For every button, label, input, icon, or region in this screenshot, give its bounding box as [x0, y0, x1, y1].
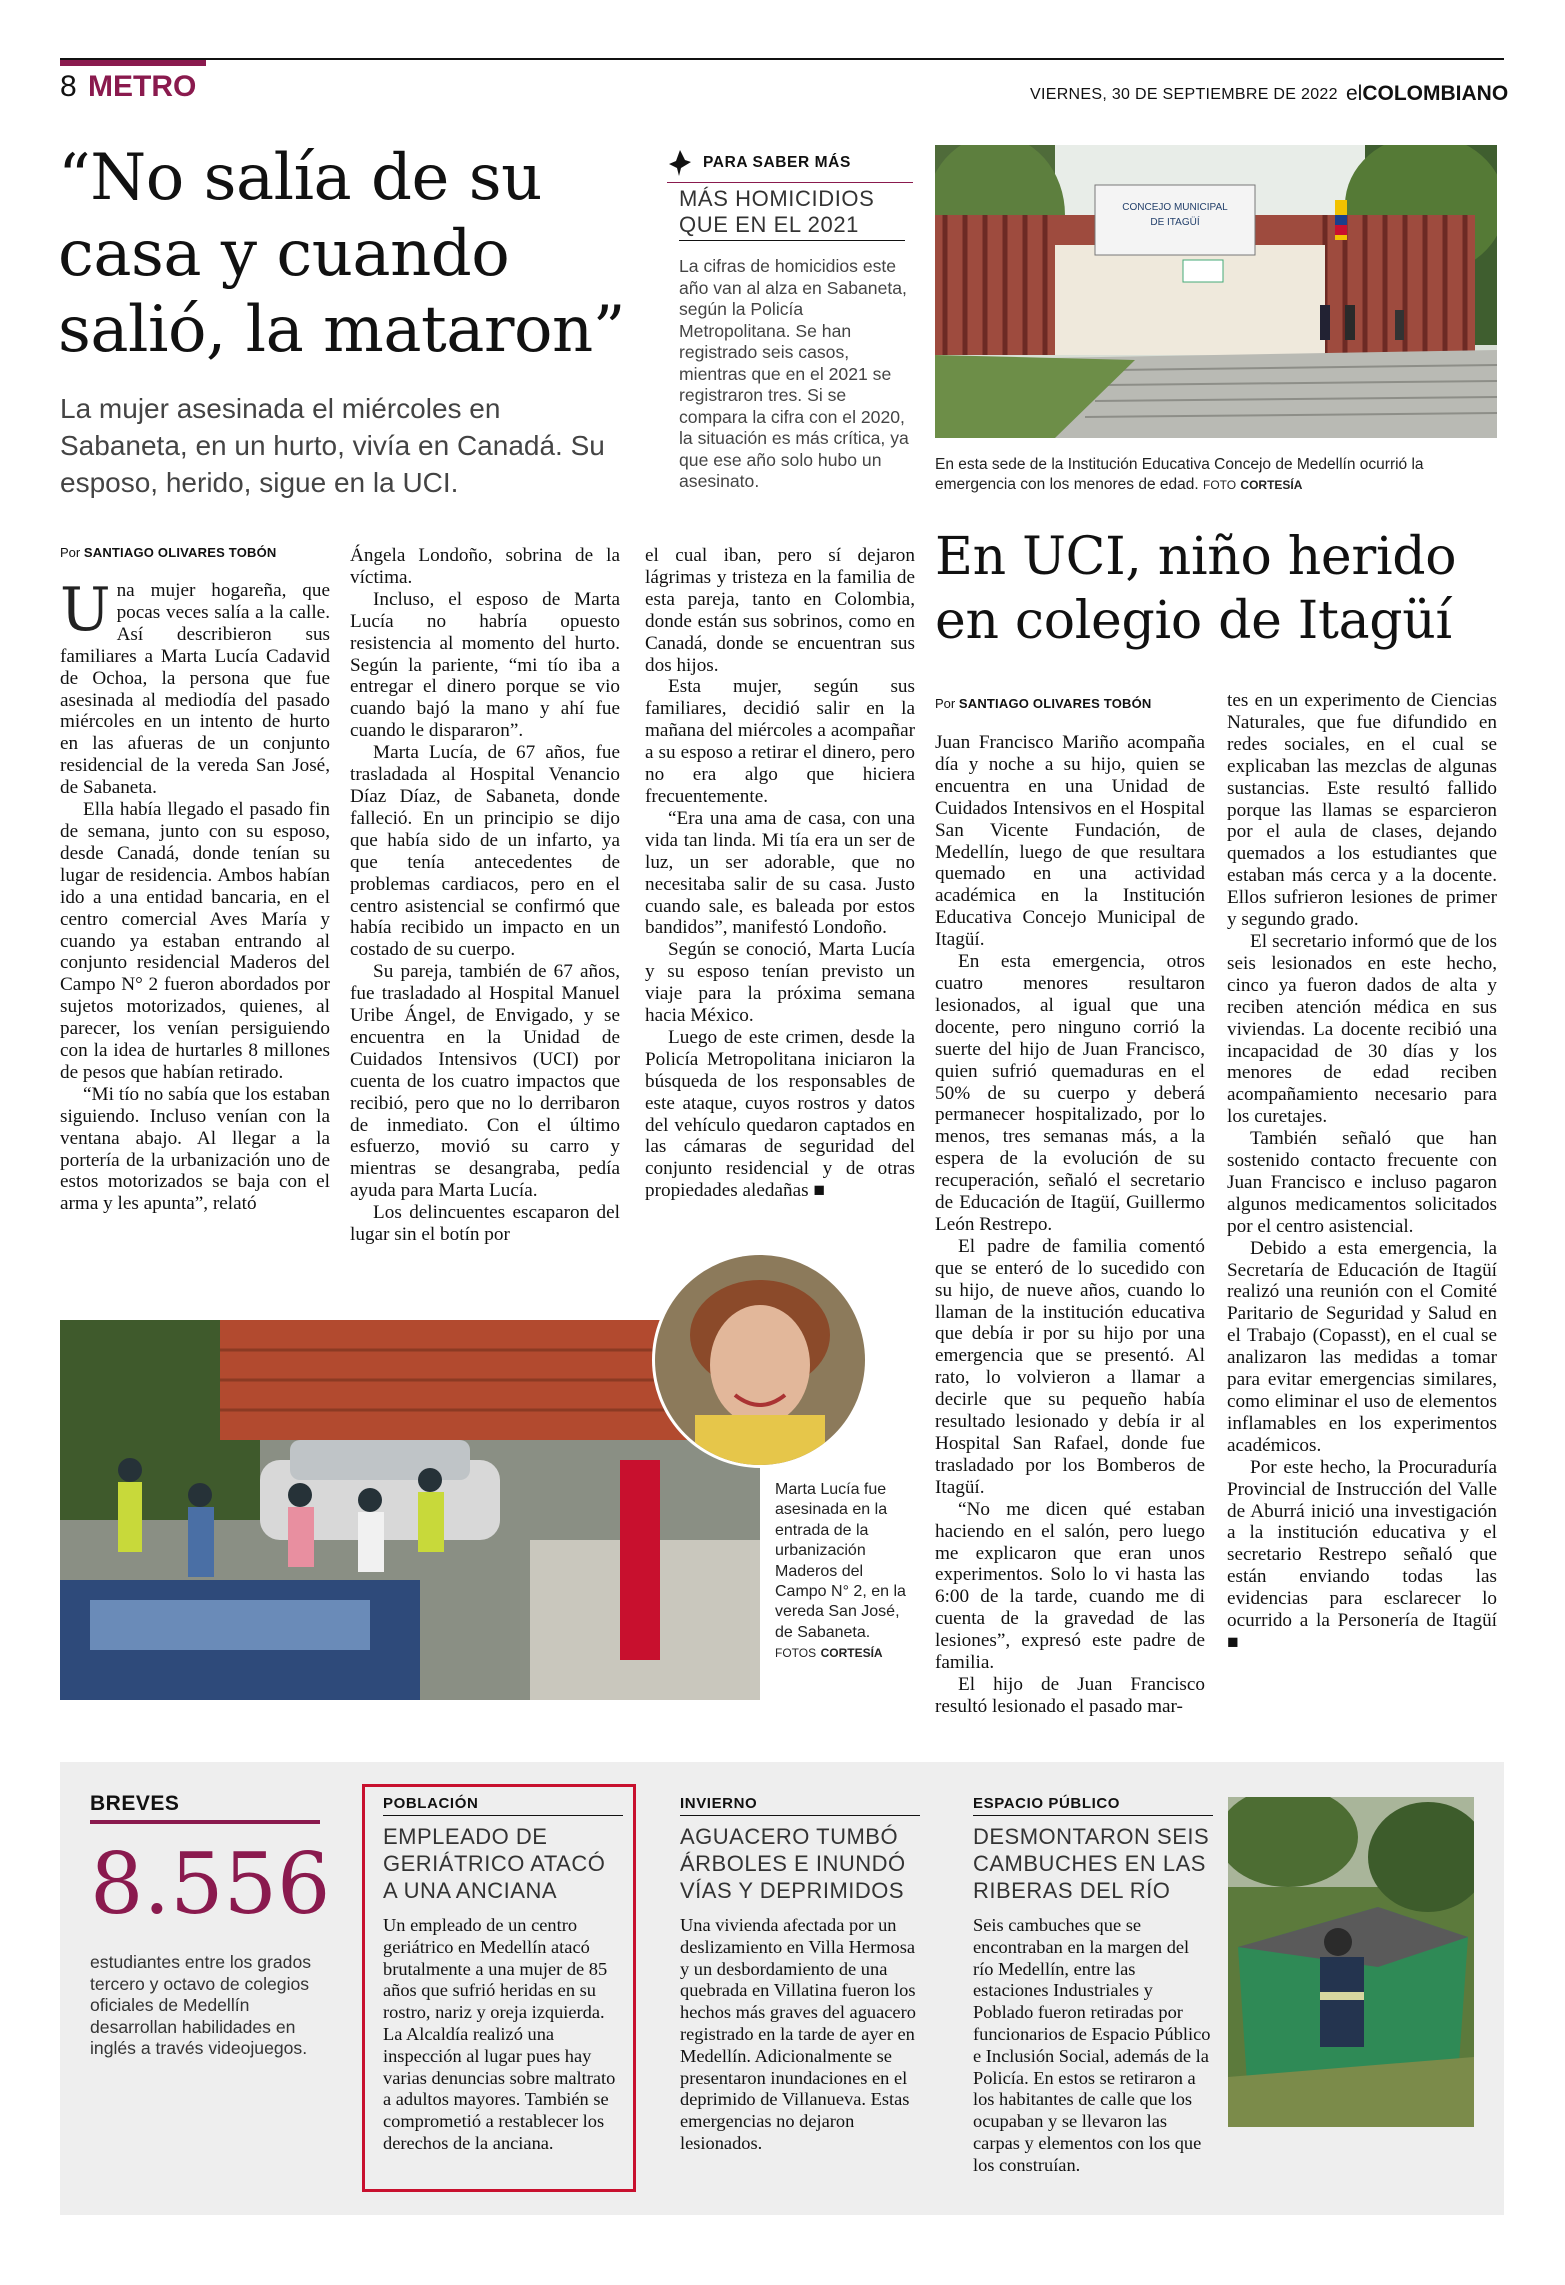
story1-column-3 [645, 545, 915, 1202]
cambuches-photo [1228, 1797, 1474, 2127]
briefs-stat-number: 8.556 [90, 1835, 331, 1933]
briefs-label: BREVES [90, 1792, 180, 1815]
sidebar-title: MÁS HOMICIDIOS QUE EN EL 2021 [679, 186, 875, 237]
cambuches-image [1228, 1797, 1474, 2127]
brief-espacio-publico [973, 1787, 1233, 2187]
school-sign-line1: CONCEJO MUNICIPAL [1122, 202, 1228, 213]
story2-column-1 [935, 732, 1205, 1718]
byline-name: SANTIAGO OLIVARES TOBÓN [83, 545, 277, 560]
briefs-section [60, 1762, 1504, 2215]
story2-col2-paragraph-4: Debido a esta emergencia, la Secretaría de Educación de Itagüí realizó una reunión con el Comité Paritario de Seguridad y Salud en el Trabajo (Copasst), en el cual se analizaron las medidas a tomar para evitar emergencias similares, como eliminar el uso de elementos inflamables en los experimentos académicos. [1227, 1237, 1497, 1456]
section-name: METRO [88, 70, 197, 103]
victim-portrait-image [655, 1255, 865, 1465]
brief-kicker-rule [383, 1815, 623, 1816]
school-photo-image [935, 145, 1497, 438]
brand-name: COLOMBIANO [1362, 82, 1509, 105]
story1-col1-paragraph-3: “Mi tío no sabía que los estaban siguiendo. Incluso venían con la ventana abajo. Al llegar a la portería de la urbanización uno de estos motorizados se baja con el arma y les apunta”, relató [60, 1083, 330, 1215]
brief-title: EMPLEADO DE GERIÁTRICO ATACÓ A UNA ANCIANA [383, 1824, 606, 1903]
story1-col3-paragraph-3: “Era una ama de casa, con una vida tan linda. Mi tía era un ser de luz, un ser adorable, que no necesitaba salir de su casa. Justo cuando sale, es baleada por estos bandidos”, manifestó Londoño. [645, 807, 915, 939]
crime-scene-photo [60, 1320, 760, 1700]
brief-poblacion [362, 1784, 636, 2192]
brand-logo [1346, 82, 1508, 106]
story1-column-2 [350, 545, 620, 1246]
crime-scene-image [60, 1320, 760, 1700]
story2-col2-paragraph-1: tes en un experimento de Ciencias Naturales, que fue difundido en redes sociales, en el cual se explicaban las mezclas de algunas sustancias. Este resultó fallido porque las llamas se esparcieron por el aula de clases, dejando quemados a los estudiantes que estaban más cerca y a la docente. Ellos sufrieron lesiones de primer y segundo grado. [1227, 690, 1497, 931]
briefs-label-rule [90, 1820, 320, 1824]
story1-dropcap: U [60, 575, 111, 645]
school-sign-line2: DE ITAGÜÍ [1150, 217, 1200, 228]
story2-end-mark: ■ [1227, 1631, 1239, 1653]
brand-prefix: el [1346, 82, 1363, 105]
issue-date: VIERNES, 30 DE SEPTIEMBRE DE 2022 [1030, 86, 1338, 103]
story1-byline [60, 545, 277, 560]
crime-photo-caption [775, 1480, 913, 1664]
story2-col2-paragraph-5: Por este hecho, la Procuraduría Provincial de Instrucción del Valle de Aburrá inició una investigación a la institución educativa y el secretario Restrepo señaló que están enviando todas las evidencias para esclarecer lo ocurrido a la Personería de Itagüí ■ [1227, 1456, 1497, 1653]
brief-kicker: INVIERNO [680, 1795, 758, 1812]
brief-text: Un empleado de un centro geriátrico en Medellín atacó brutalmente a una mujer de 85 años que sufrió heridas en su rostro, nariz y oreja izquierda. La Alcaldía realizó una inspección al lugar pues hay varias denuncias sobre maltrato a adultos mayores. También se comprometió a restablecer los derechos de la anciana. [383, 1915, 616, 2153]
story2-headline: En UCI, niño herido en colegio de Itagüí [935, 527, 1457, 651]
crime-credit: CORTESÍA [820, 1646, 883, 1661]
page-number: 8 [60, 70, 77, 103]
story1-col3-paragraph-5: Luego de este crimen, desde la Policía Metropolitana iniciaron la búsqueda de los responsables de este ataque, cuyos rostros y datos del vehículo quedaron captados en las cámaras de seguridad del conjunto residencial y de otras propiedades aledañas ■ [645, 1026, 915, 1202]
school-photo [935, 145, 1497, 438]
header-rule [60, 58, 1504, 60]
byline-prefix: Por [60, 545, 81, 560]
story1-col3-paragraph-4: Según se conoció, Marta Lucía y su esposo tenían previsto un viaje para la próxima semana hacia México. [645, 939, 915, 1027]
story1-headline: “No salía de su casa y cuando salió, la mataron” [58, 141, 625, 367]
story1-col2-paragraph-5: Los delincuentes escaparon del lugar sin el botín por [350, 1202, 620, 1246]
sidebar-kicker: PARA SABER MÁS [703, 154, 851, 171]
pin-icon [667, 148, 693, 178]
story1-col2-paragraph-1: Ángela Londoño, sobrina de la víctima. [350, 545, 620, 588]
school-credit-label: FOTO [1202, 478, 1237, 492]
sidebar-box [665, 148, 915, 498]
story1-col1-paragraph-1: Una mujer hogareña, que pocas veces salía a la calle. Así describieron sus familiares a Marta Lucía Cadavid de Ochoa, la persona que fue asesinada al mediodía del pasado miércoles en un intento de hurto en las afueras de un conjunto residencial de la vereda San José, de Sabaneta. [60, 575, 330, 799]
brief-invierno [680, 1787, 940, 2187]
story1-col1-paragraph-2: Ella había llegado el pasado fin de semana, junto con su esposo, desde Canadá, donde tenían su lugar de residencia. Ambos habían ido a una entidad bancaria, en el centro comercial Aves María y cuando ya estaban entrando al conjunto residencial Maderos del Campo N° 2 fueron abordados por sujetos motorizados, quienes, al parecer, los venían persiguiendo con la idea de hurtarles 8 millones de pesos que habían retirado. [60, 799, 330, 1083]
victim-portrait [655, 1255, 865, 1465]
story1-col2-paragraph-3: Marta Lucía, de 67 años, fue trasladada al Hospital Venancio Díaz Díaz, de Sabaneta, donde falleció. En un principio se dijo que había sido de un infarto, ya que tenía antecedentes de problemas cardiacos, pero en el centro asistencial se confirmó que había recibido un impacto en un costado de su cuerpo. [350, 742, 620, 961]
story1-col2-paragraph-4: Su pareja, también de 67 años, fue trasladado al Hospital Manuel Uribe Ángel, de Envigado, y se encuentra en la Unidad de Cuidados Intensivos (UCI) por cuenta de los cuatro impactos que recibió, pero que no lo derribaron de inmediato. Con el último esfuerzo, movió su carro y mientras se desangraba, pedía ayuda para Marta Lucía. [350, 961, 620, 1202]
story1-deck: La mujer asesinada el miércoles en Sabaneta, en un hurto, vivía en Canadá. Su esposo, herido, sigue en la UCI. [60, 393, 605, 498]
story1-end-mark: ■ [813, 1180, 825, 1202]
brief-kicker: POBLACIÓN [383, 1795, 479, 1812]
story1-column-1 [60, 575, 330, 1215]
brief-kicker-rule [680, 1815, 920, 1816]
story2-byline [935, 696, 1152, 711]
story1-col3-paragraph-1: el cual iban, pero sí dejaron lágrimas y tristeza en la familia de esta pareja, tanto en Colombia, donde están sus sobrinos, como en Canadá, donde se encuentran sus dos hijos. [645, 545, 915, 676]
story2-col2-paragraph-2: El secretario informó que de los seis lesionados en este hecho, cinco ya fueron dados de alta y reciben atención médica en sus viviendas. La docente recibió una incapacidad de 30 días y los menores de edad reciben acompañamiento necesario para los curetajes. [1227, 930, 1497, 1128]
sidebar-top-rule [667, 182, 913, 183]
story2-col1-paragraph-2: En esta emergencia, otros cuatro menores resultaron lesionados, al igual que una docente, pero ninguno corrió la suerte del hijo de Juan Francisco, quien sufrió quemaduras en el 50% de su cuerpo y deberá permanecer hospitalizado, por lo menos, tres semanas más, a la espera de la evolución de su recuperación, señaló el secretario de Educación de Itagüí, Guillermo León Restrepo. [935, 951, 1205, 1235]
school-photo-caption [935, 455, 1500, 495]
byline-prefix: Por [935, 696, 956, 711]
story2-col1-paragraph-5: El hijo de Juan Francisco resultó lesionado el pasado mar- [935, 1673, 1205, 1717]
story2-col2-paragraph-3: También señaló que han sostenido contacto frecuente con Juan Francisco e incluso pagaron algunos medicamentos solicitados por el centro asistencial. [1227, 1128, 1497, 1237]
story2-col1-paragraph-3: El padre de familia comentó que se enteró de lo sucedido con su hijo, de nueve años, cuando lo llaman de la institución educativa que debía ir por su hijo por una emergencia que se presentó. Al rato, lo volvieron a llamar a decirle que su pequeño había resultado lesionado y debía ir al Hospital San Rafael, donde fue trasladado por los Bomberos de Itagüí. [935, 1235, 1205, 1498]
brief-title: DESMONTARON SEIS CAMBUCHES EN LAS RIBERAS DEL RÍO [973, 1824, 1210, 1903]
briefs-stat-text: estudiantes entre los grados tercero y octavo de colegios oficiales de Medellín desarrollan habilidades en inglés a través videojuegos. [90, 1952, 312, 2059]
crime-caption-text: Marta Lucía fue asesinada en la entrada de la urbanización Maderos del Campo N° 2, en la vereda San José, de Sabaneta. [775, 1481, 906, 1641]
sidebar-title-rule [679, 240, 905, 241]
school-credit: CORTESÍA [1240, 478, 1303, 492]
story2-col1-paragraph-4: “No me dicen qué estaban haciendo en el salón, pero luego me explicaron que eran unos experimentos. Solo lo vi hasta las 6:00 de la tarde, cuando me di cuenta de la gravedad de las lesiones”, expresó este padre de familia. [935, 1498, 1205, 1674]
school-caption-text: En esta sede de la Institución Educativa Concejo de Medellín ocurrió la emergencia con los menores de edad. [935, 456, 1424, 493]
story2-col1-paragraph-1: Juan Francisco Mariño acompaña día y noche a su hijo, quien se encuentra en una Unidad de Cuidados Intensivos en el Hospital San Vicente Fundación, de Medellín, luego de que resultara quemado en una actividad académica en la Institución Educativa Concejo Municipal de Itagüí. [935, 732, 1205, 951]
brief-text: Seis cambuches que se encontraban en la margen del río Medellín, entre las estaciones Industriales y Poblado fueron retiradas por funcionarios de Espacio Público e Inclusión Social, además de la Policía. En estos se retiraron a los habitantes de calle que los ocupaban y se llevaron las carpas y elementos con los que los construían. [973, 1915, 1211, 2175]
brief-kicker-rule [973, 1815, 1213, 1816]
byline-name: SANTIAGO OLIVARES TOBÓN [958, 696, 1152, 711]
story2-column-2 [1227, 690, 1497, 1654]
story1-col3-paragraph-2: Esta mujer, según sus familiares, decidió salir en la mañana del miércoles a acompañar a su esposo a retirar el dinero, pero no era algo que hiciera frecuentemente. [645, 676, 915, 807]
story1-col2-paragraph-2: Incluso, el esposo de Marta Lucía no habría opuesto resistencia al momento del hurto. Según la pariente, “mi tío iba a entregar el dinero porque se vio cuando bajó la mano y ahí fue cuando le dispararon”. [350, 588, 620, 742]
brief-title: AGUACERO TUMBÓ ÁRBOLES E INUNDÓ VÍAS Y DEPRIMIDOS [680, 1824, 906, 1903]
brief-text: Una vivienda afectada por un deslizamiento en Villa Hermosa y un desbordamiento de una quebrada en Villatina fueron los hechos más graves del aguacero registrado en la tarde de ayer en Medellín. Adicionalmente se presentaron inundaciones en el deprimido de Villanueva. Estas emergencias no dejaron lesionados. [680, 1915, 916, 2153]
sidebar-text: La cifras de homicidios este año van al alza en Sabaneta, según la Policía Metropolitana. Se han registrado seis casos, mientras que en el 2021 se registraron tres. Si se compara la cifra con el 2020, la situación es más crítica, ya que ese año solo hubo un asesinato. [679, 256, 909, 491]
brief-kicker: ESPACIO PÚBLICO [973, 1795, 1121, 1812]
crime-credit-label: FOTOS [775, 1646, 817, 1661]
